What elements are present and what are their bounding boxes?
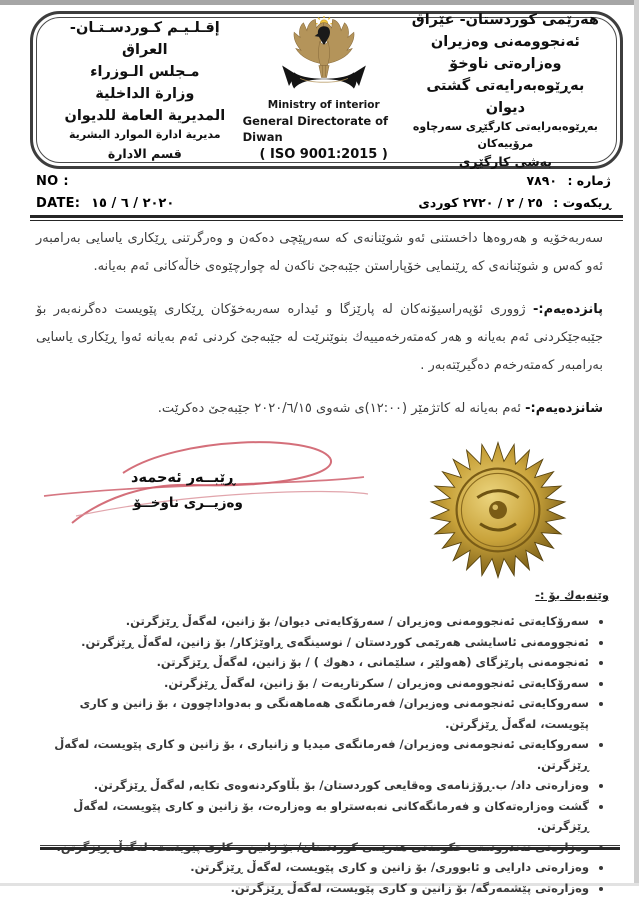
eagle-icon <box>294 19 354 77</box>
footer-divider-rule <box>40 845 620 850</box>
no-label: NO : <box>36 174 75 189</box>
signature-block <box>38 428 373 556</box>
cc-heading: وێنەیەك بۆ :- <box>535 588 609 602</box>
signer-title: وەزیــری ناوخــۆ <box>98 495 278 511</box>
scan-edge-top <box>0 0 639 5</box>
cc-list-item: • وەزارەتی تەندروستی حکومەتی هەرێمی کوردستان/ بۆ زانین و کاری پێویست، لەگەڵ ڕێزگرتن. <box>36 837 589 858</box>
date-label: DATE: ٢٠٢٠ / ٦ / ١٥ <box>36 196 174 211</box>
letterhead-arabic-column <box>47 24 243 156</box>
item-sixteenth-text: ئەم بەیانە لە کاتژمێر (١٢:٠٠)ی شەوی ٢٠٢٠/٦/١٥ جێبەجێ دەکرێت. <box>158 401 521 416</box>
item-fifteenth-text: ژووری ئۆپەراسیۆنەکان لە پارێزگا و ئیدارە سەربەخۆکان ڕێکاری پێویست دەگرنەبەر بۆ جێبەجێکردنی ئەم بەیانە و هەر کەمتەرخەمییەك بنوێنرێت لە جێبەجێ کردنی ئەم بەیانە ئەوا ڕێکاری یاسایی بەرامبەر کەمتەرخەم دەگیرێتەبەر . <box>36 302 603 373</box>
letterhead-arabic-line: قسم الادارة <box>47 144 243 163</box>
letter-body <box>36 225 603 438</box>
signer-name: ڕێبــەر ئەحمەد <box>98 470 268 486</box>
kurdish-date-value: ٢٥ / ٢ / ٢٧٢٠ کوردی <box>418 195 543 210</box>
letterhead-english-line: General Directorate of Diwan <box>243 113 405 145</box>
letterhead-kurdish-column <box>405 24 606 156</box>
reference-row-number <box>36 173 611 195</box>
letterhead-inner-border <box>36 17 617 163</box>
kurdistan-coat-of-arms-icon <box>276 16 372 98</box>
scan-edge-right <box>634 0 639 886</box>
letterhead-iso-line: ( ISO 9001:2015 ) <box>260 145 388 165</box>
kurdish-number: ژمارە : ٧٨٩٠ <box>527 173 611 188</box>
letterhead-arabic-line: المديرية العامة للديوان <box>47 105 243 127</box>
letterhead-arabic-line: وزارة الداخلية <box>47 83 243 105</box>
kurdish-number-value: ٧٨٩٠ <box>527 173 558 188</box>
cc-list-item: • ئەنجومەنی پارێزگای (هەولێر ، سلێمانی ، دهوك ) / بۆ زانین، لەگەڵ ڕێزگرتن. <box>36 652 589 673</box>
red-ink-signature-icon <box>38 428 373 556</box>
letterhead-kurdish-line: هەرێمی کوردستان- عێراق <box>405 9 606 31</box>
date-value: ٢٠٢٠ / ٦ / ١٥ <box>91 196 174 211</box>
gold-starburst-seal-icon <box>427 441 569 579</box>
item-fifteenth-label: پانزدەیەم:- <box>533 302 603 317</box>
letterhead-english-line: Ministry of interior <box>268 98 380 113</box>
cc-list-item: • گشت وەزارەتەکان و فەرمانگەکانی نەبەستراو بە وەزارەت، بۆ زانین و کاری پێویست، لەگەڵ ڕێزگرتن. <box>36 796 589 837</box>
body-paragraph-fifteenth <box>36 296 603 380</box>
cc-list-item: • سەرۆکایەتی ئەنجوومەنی وەزیران / سکرتاریەت / بۆ زانین، لەگەڵ ڕێزگرتن. <box>36 673 589 694</box>
letterhead-box <box>30 11 623 169</box>
letterhead-kurdish-line: وەزارەتی ناوخۆ <box>405 53 606 75</box>
item-sixteenth-label: شانزدەیەم:- <box>525 401 603 416</box>
body-paragraph-continuation: سەربەخۆیە و هەروەها داخستنی ئەو شوێنانەی کە سەرپێچی دەکەن و وەرگرتنی ڕێکاری یاسایی بەرامبەر ئەو کەس و شوێنانەی کە ڕێنمایی خۆپاراستن جێبەجێ ناکەن لە چوارچێوەی خاڵەکانی ئەم بەیانە. <box>36 225 603 281</box>
header-divider-rule <box>30 215 623 221</box>
cc-list-item: • وەزارەتی دارایی و ئابووری/ بۆ زانین و کاری پێویست، لەگەڵ ڕێزگرتن. <box>36 857 589 878</box>
cc-list-item: • سەروکایەتی ئەنجومەنی وەزیران/ فەرمانگەی میدیا و زانیاری ، بۆ زانین و کاری پێویست، لەگەڵ ڕێزگرتن. <box>36 734 589 775</box>
reference-section <box>36 173 611 217</box>
letterhead-center-column <box>243 24 405 156</box>
letterhead-kurdish-line: بەڕێوەبەرایەتی کارگێڕی سەرچاوە مرۆییەکان <box>405 119 606 152</box>
cc-list <box>36 611 593 898</box>
letterhead-arabic-line: مديرية ادارة الموارد البشرية <box>47 127 243 144</box>
cc-list-item: • ئەنجوومەنی ئاسایشی هەرێمی کوردستان / نوسینگەی ڕاوێژکار/ بۆ زانین، لەگەڵ ڕێزگرتن. <box>36 632 589 653</box>
body-paragraph-sixteenth <box>36 395 603 423</box>
cc-list-item: • وەزارەتی پێشمەرگە/ بۆ زانین و کاری پێویست، لەگەڵ ڕێزگرتن. <box>36 878 589 898</box>
cc-list-item: • سەروکایەتی ئەنجومەنی وەزیران/ فەرمانگەی هەماهەنگی و بەدواداچوون ، بۆ زانین و کاری پێویست، لەگەڵ ڕێزگرتن. <box>36 693 589 734</box>
cc-list-item: • سەرۆکایەتی ئەنجوومەنی وەزیران / سەرۆکایەتی دیوان/ بۆ زانین، لەگەڵ ڕێزگرتن. <box>36 611 589 632</box>
letterhead-kurdish-line: ئەنجوومەنی وەزیران <box>405 31 606 53</box>
cc-list-item: • وەزارەتی داد/ ب.ڕۆژنامەی وەقایعی کوردستان/ بۆ بڵاوکردنەوەی تکایە, لەگەڵ ڕێزگرتن. <box>36 775 589 796</box>
letterhead-arabic-line: مـجلس الـوزراء <box>47 61 243 83</box>
letterhead-kurdish-line: بەشی کارگێڕی <box>405 152 606 171</box>
cc-section <box>36 584 609 898</box>
reference-row-date <box>36 195 611 217</box>
kurdish-date: ڕیکەوت : ٢٥ / ٢ / ٢٧٢٠ کوردی <box>418 195 611 210</box>
letterhead-kurdish-line: بەڕێوەبەرایەتی گشتی دیوان <box>405 75 606 119</box>
letterhead-arabic-line: إقـلـيـم كـوردسـتـان- العراق <box>47 17 243 61</box>
gold-seal <box>427 441 569 579</box>
